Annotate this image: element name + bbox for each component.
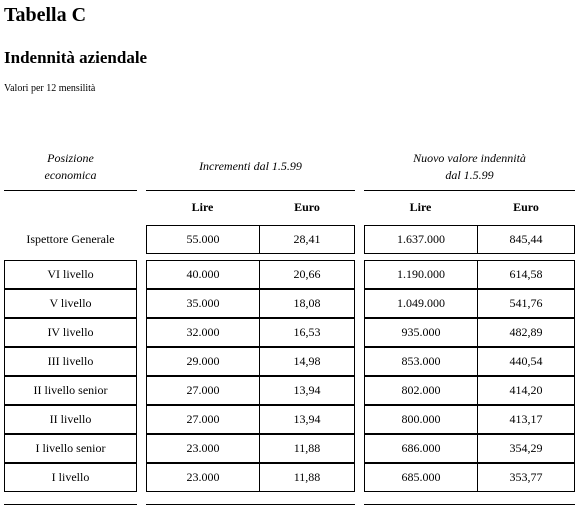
new-value-euro-cell: 482,89 [477, 318, 575, 347]
increment-lire-cell: 27.000 [146, 376, 260, 405]
increment-lire-cell: 32.000 [146, 318, 260, 347]
new-value-lire-cell: 800.000 [364, 405, 478, 434]
new-value-euro-header: Euro [513, 200, 539, 214]
increments-header-rule [146, 190, 355, 191]
position-header-rule [4, 190, 137, 191]
increment-euro-cell: 13,94 [259, 376, 355, 405]
increment-euro-cell: 11,88 [259, 463, 355, 492]
section-title: Indennità aziendale [4, 48, 148, 67]
increment-lire-cell: 23.000 [146, 463, 260, 492]
new-value-euro-cell: 614,58 [477, 260, 575, 289]
new-value-lire-cell: 686.000 [364, 434, 478, 463]
new-value-header-rule [364, 190, 575, 191]
new-value-euro-cell: 353,77 [477, 463, 575, 492]
increment-euro-cell: 18,08 [259, 289, 355, 318]
new-value-euro-cell: 354,29 [477, 434, 575, 463]
increment-lire-cell: 29.000 [146, 347, 260, 376]
increment-lire-cell: 40.000 [146, 260, 260, 289]
new-value-euro-cell: 845,44 [477, 225, 575, 254]
increment-euro-cell: 20,66 [259, 260, 355, 289]
increment-lire-cell: 27.000 [146, 405, 260, 434]
increment-lire-cell: 55.000 [146, 225, 260, 254]
new-value-euro-cell: 440,54 [477, 347, 575, 376]
new-value-lire-cell: 685.000 [364, 463, 478, 492]
row-label: I livello [4, 463, 137, 492]
increment-euro-cell: 16,53 [259, 318, 355, 347]
increments-lire-header: Lire [191, 200, 214, 214]
new-value-lire-cell: 1.190.000 [364, 260, 478, 289]
row-label: III livello [4, 347, 137, 376]
new-value-lire-cell: 1.637.000 [364, 225, 478, 254]
increment-euro-cell: 14,98 [259, 347, 355, 376]
new-value-lire-header: Lire [409, 200, 432, 214]
increments-euro-header: Euro [294, 200, 320, 214]
new-value-euro-cell: 541,76 [477, 289, 575, 318]
new-value-lire-cell: 853.000 [364, 347, 478, 376]
new-value-header: Nuovo valore indennità dal 1.5.99 [413, 151, 526, 182]
position-header: Posizione economica [44, 151, 97, 182]
increment-euro-cell: 13,94 [259, 405, 355, 434]
new-value-euro-cell: 414,20 [477, 376, 575, 405]
new-value-euro-cell: 413,17 [477, 405, 575, 434]
increment-euro-cell: 11,88 [259, 434, 355, 463]
new-value-lire-cell: 935.000 [364, 318, 478, 347]
row-label: VI livello [4, 260, 137, 289]
new-value-lire-cell: 802.000 [364, 376, 478, 405]
row-label: I livello senior [4, 434, 137, 463]
increment-lire-cell: 23.000 [146, 434, 260, 463]
page-title: Tabella C [4, 4, 87, 26]
row-label: Ispettore Generale [26, 232, 115, 246]
row-label: II livello [4, 405, 137, 434]
row-label: V livello [4, 289, 137, 318]
increment-euro-cell: 28,41 [259, 225, 355, 254]
new-value-lire-cell: 1.049.000 [364, 289, 478, 318]
increments-header: Incrementi dal 1.5.99 [199, 159, 302, 173]
values-note: Valori per 12 mensilità [4, 83, 96, 94]
increment-lire-cell: 35.000 [146, 289, 260, 318]
row-label: II livello senior [4, 376, 137, 405]
row-label: IV livello [4, 318, 137, 347]
